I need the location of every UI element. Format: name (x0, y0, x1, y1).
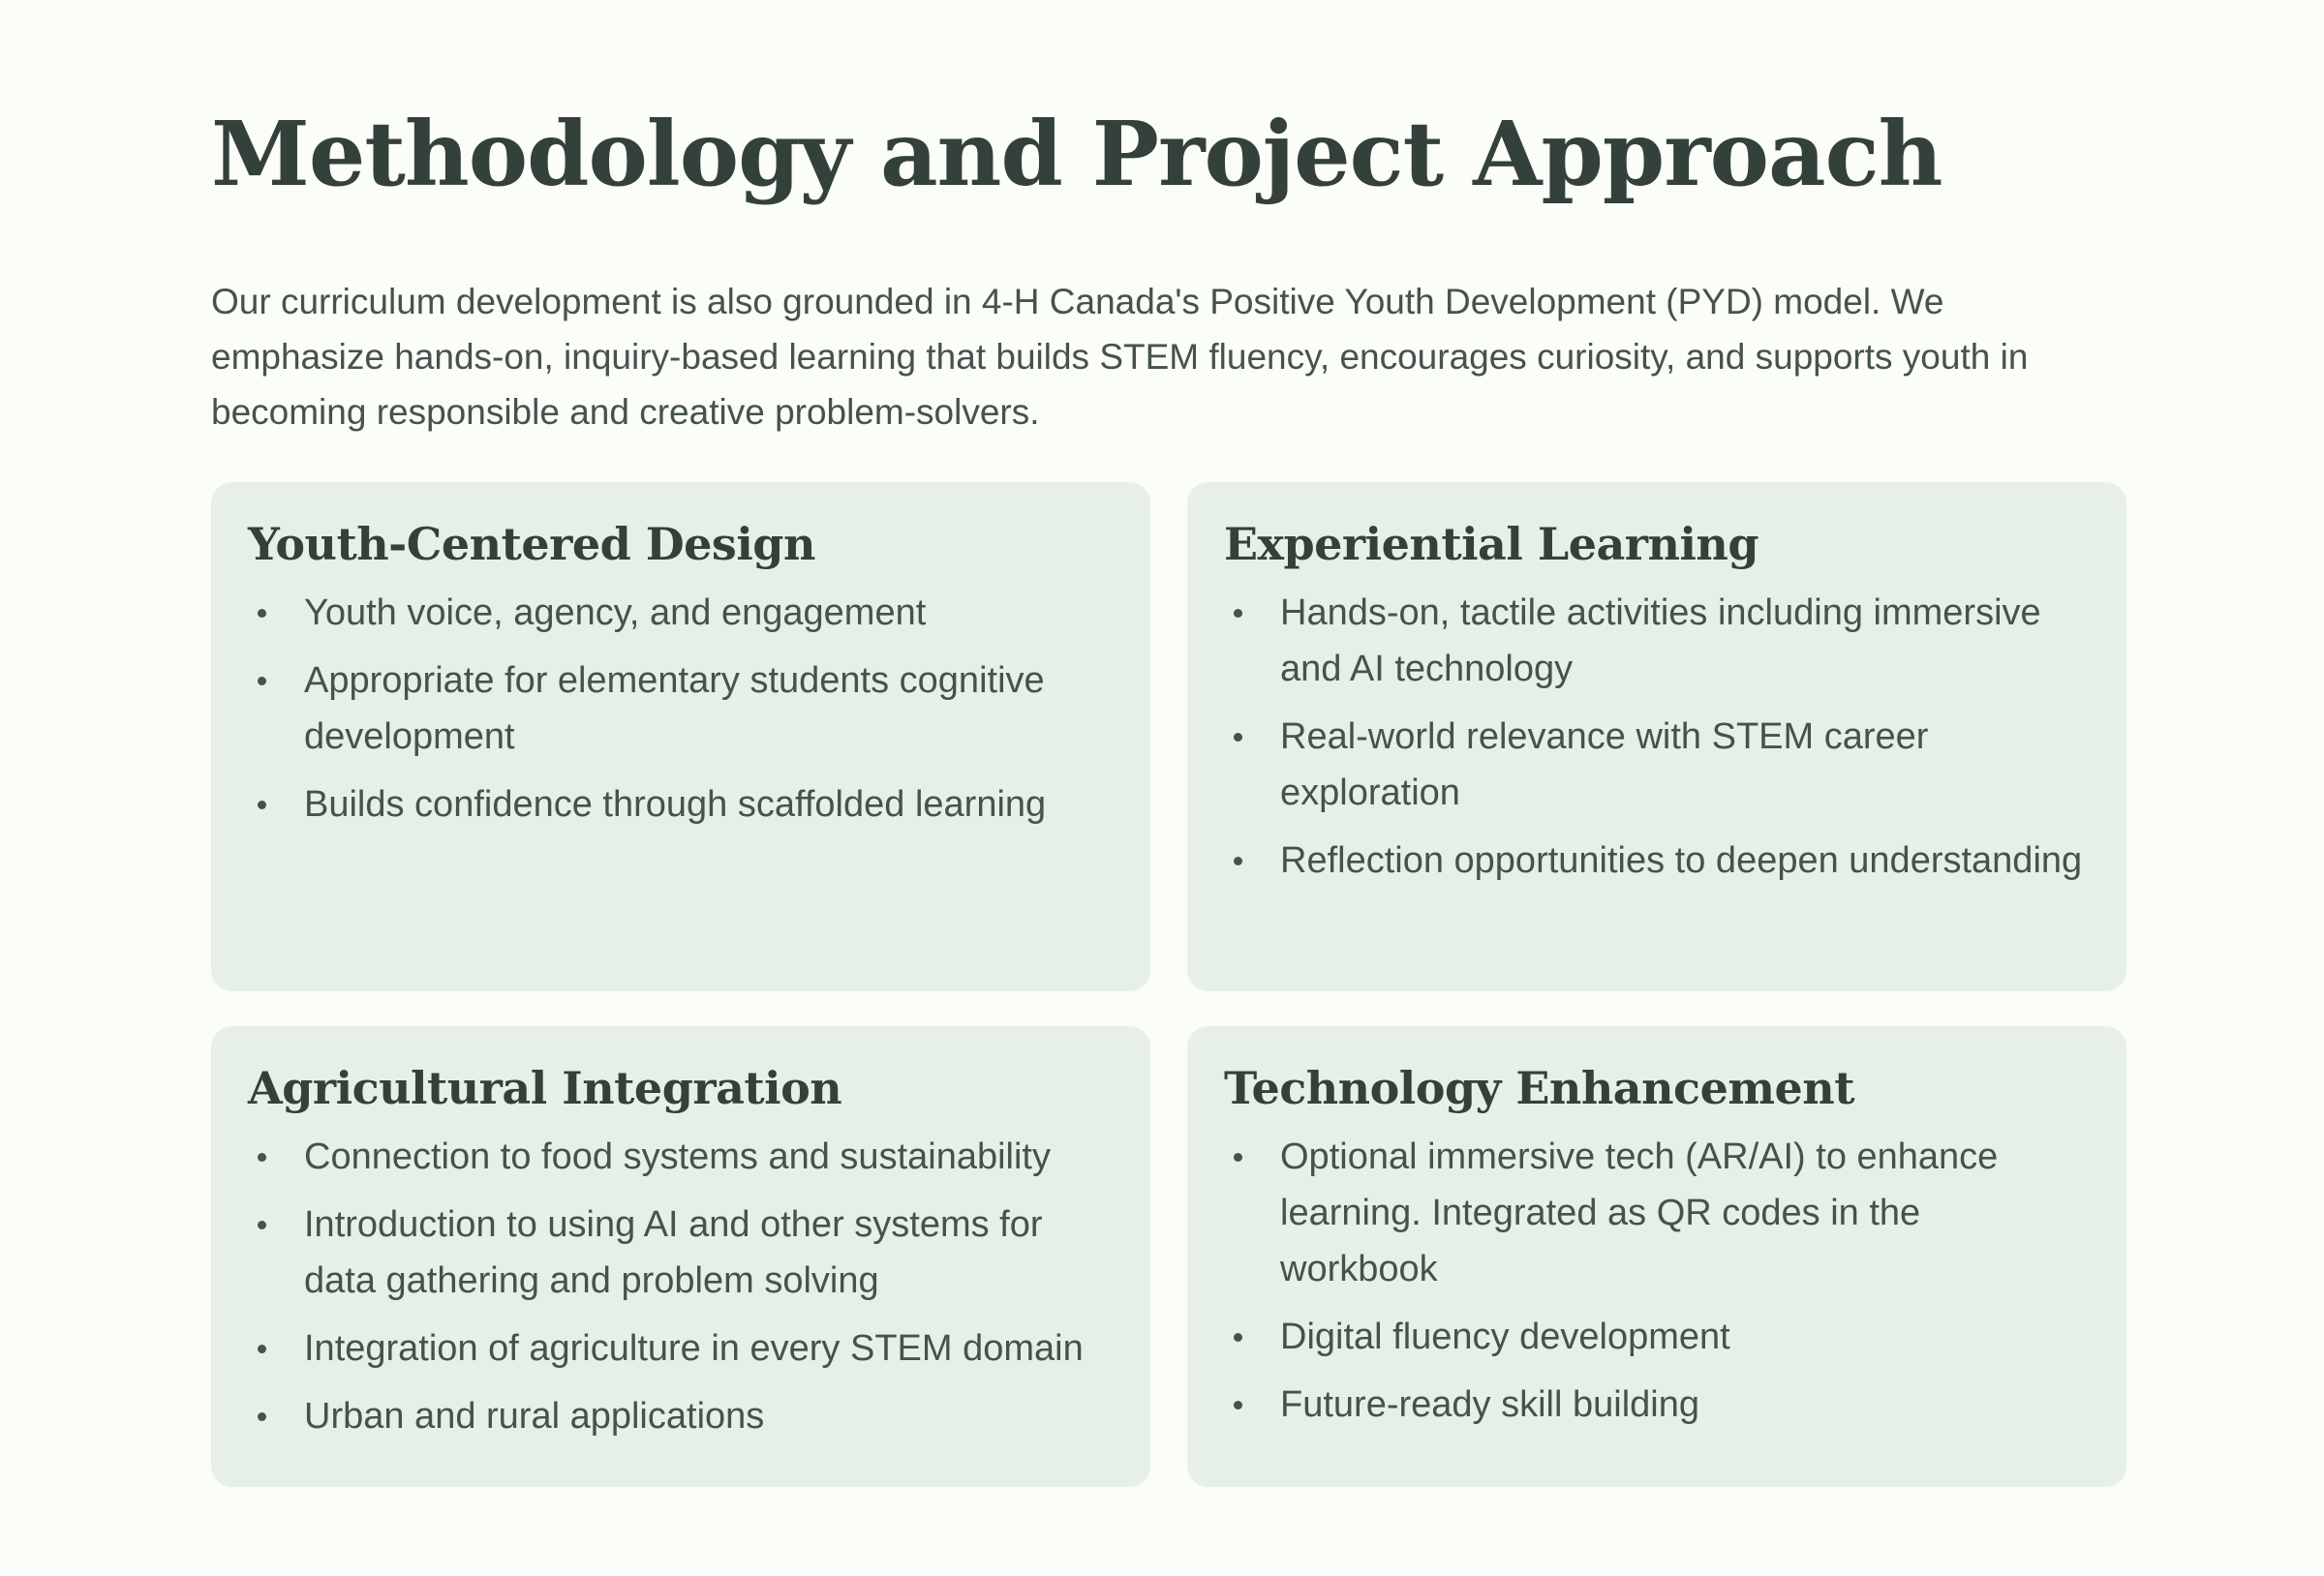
card-list (1224, 1129, 2088, 1433)
bullet-icon (258, 1153, 266, 1162)
list-item-text: Urban and rural applications (304, 1396, 765, 1437)
bullet-icon (258, 801, 266, 809)
list-item (1224, 1129, 2088, 1297)
bullet-icon (1234, 733, 1242, 742)
slide (211, 0, 2126, 1576)
card-list (1224, 585, 2088, 889)
list-item-text: Connection to food systems and sustainability (304, 1137, 1051, 1177)
card-list (248, 585, 1112, 833)
bullet-icon (258, 1345, 266, 1353)
card-list (248, 1129, 1112, 1444)
list-item (248, 1129, 1112, 1185)
bullet-icon (258, 1221, 266, 1229)
intro-paragraph: Our curriculum development is also grounded in 4-H Canada's Positive Youth Development (PYD) model. We emphasize hands-on, inquiry-based learning that builds STEM fluency, encourages curiosity, and supports youth in becoming responsible and creative problem-solvers. (211, 282, 2029, 432)
card-title: Agricultural Integration (248, 1062, 842, 1114)
list-item (248, 652, 1112, 765)
card-title: Technology Enhancement (1224, 1062, 1854, 1114)
list-item (248, 1197, 1112, 1309)
bullet-icon (1234, 1333, 1242, 1342)
card-youth-centered-design (211, 482, 1150, 991)
list-item (1224, 585, 2088, 697)
list-item (248, 1320, 1112, 1377)
card-technology-enhancement (1187, 1026, 2126, 1487)
list-item-text: Appropriate for elementary students cognitive development (304, 660, 1045, 757)
list-item (1224, 833, 2088, 889)
list-item-text: Hands-on, tactile activities including immersive and AI technology (1280, 592, 2041, 689)
list-item-text: Youth voice, agency, and engagement (304, 592, 927, 633)
list-item (248, 1388, 1112, 1444)
card-title: Experiential Learning (1224, 518, 1759, 570)
bullet-icon (258, 609, 266, 618)
list-item (248, 585, 1112, 641)
bullet-icon (1234, 1153, 1242, 1162)
page-title: Methodology and Project Approach (211, 102, 1942, 206)
list-item-text: Future-ready skill building (1280, 1384, 1699, 1425)
list-item-text: Digital fluency development (1280, 1317, 1730, 1357)
list-item-text: Integration of agriculture in every STEM domain (304, 1328, 1084, 1369)
list-item-text: Real-world relevance with STEM career exploration (1280, 716, 1929, 813)
list-item (248, 776, 1112, 833)
list-item (1224, 1309, 2088, 1365)
list-item-text: Reflection opportunities to deepen understanding (1280, 840, 2083, 881)
list-item (1224, 1377, 2088, 1433)
list-item-text: Introduction to using AI and other systems for data gathering and problem solving (304, 1204, 1043, 1301)
bullet-icon (1234, 609, 1242, 618)
bullet-icon (258, 1412, 266, 1421)
bullet-icon (1234, 1401, 1242, 1409)
list-item-text: Builds confidence through scaffolded learning (304, 784, 1047, 825)
list-item-text: Optional immersive tech (AR/AI) to enhance learning. Integrated as QR codes in the workbook (1280, 1137, 1999, 1289)
bullet-icon (1234, 857, 1242, 865)
list-item (1224, 709, 2088, 821)
card-experiential-learning (1187, 482, 2126, 991)
card-agricultural-integration (211, 1026, 1150, 1487)
card-title: Youth-Centered Design (248, 518, 815, 570)
bullet-icon (258, 677, 266, 685)
